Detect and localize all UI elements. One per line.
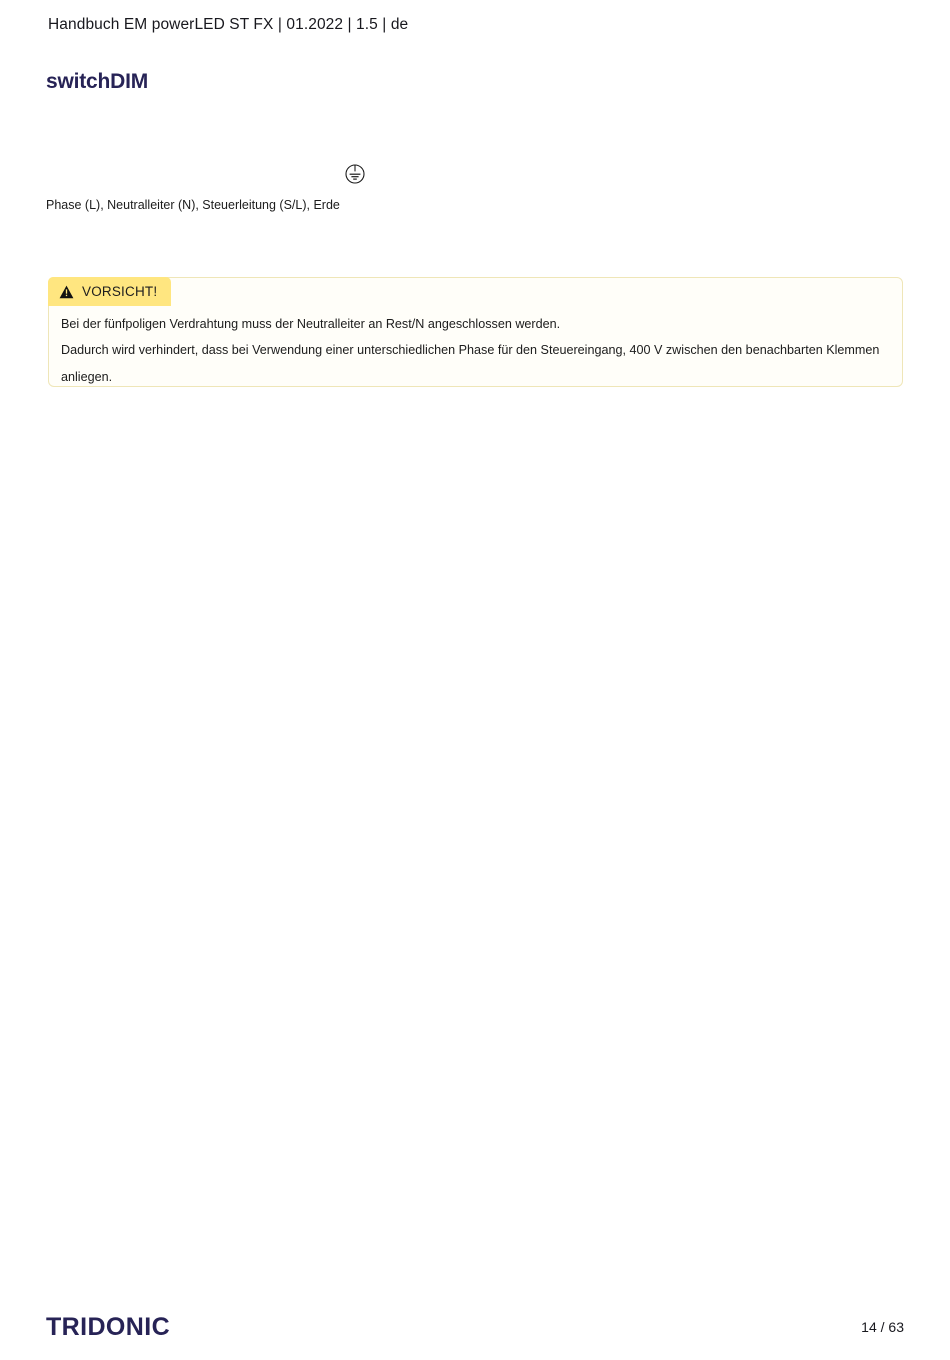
page-title: switchDIM xyxy=(46,70,149,94)
caution-line: Dadurch wird verhindert, dass bei Verwendung einer unterschiedlichen Phase für den Steuereingang, 400 V zwischen den benachbarten Klemmen xyxy=(61,343,880,358)
caution-badge-label: VORSICHT! xyxy=(82,284,158,299)
page-number: 14 / 63 xyxy=(861,1319,904,1335)
warning-triangle-icon xyxy=(59,285,74,299)
wiring-figure xyxy=(46,110,906,220)
caution-line: Bei der fünfpoligen Verdrahtung muss der Neutralleiter an Rest/N angeschlossen werden. xyxy=(61,317,561,331)
figure-caption: Phase (L), Neutralleiter (N), Steuerleitung (S/L), Erde xyxy=(46,198,340,212)
caution-text xyxy=(61,314,893,387)
brand-logo: TRIDONIC xyxy=(46,1313,171,1341)
caution-line: anliegen. xyxy=(61,369,113,384)
earth-ground-icon xyxy=(344,163,366,185)
document-header-breadcrumb: Handbuch EM powerLED ST FX | 01.2022 | 1.5 | de xyxy=(48,16,409,33)
caution-badge xyxy=(48,277,171,306)
caution-callout xyxy=(48,277,903,387)
